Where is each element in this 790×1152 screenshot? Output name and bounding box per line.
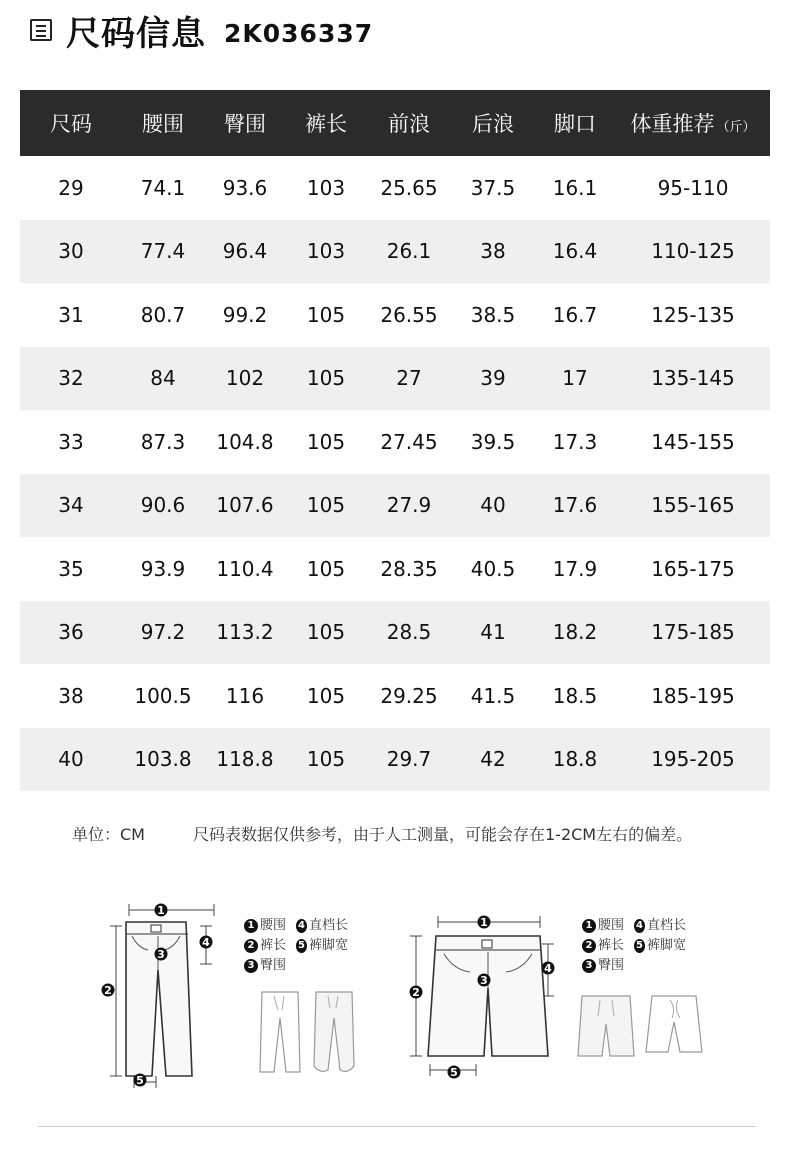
table-cell: 27	[366, 347, 452, 411]
table-cell: 34	[20, 474, 122, 538]
table-cell: 110-125	[616, 220, 770, 284]
column-header: 脚口	[534, 90, 616, 156]
page-header	[30, 8, 373, 52]
table-cell: 90.6	[122, 474, 204, 538]
table-cell: 103.8	[122, 728, 204, 792]
svg-text:2: 2	[412, 986, 420, 999]
svg-text:1: 1	[157, 904, 165, 917]
table-cell: 105	[306, 556, 346, 581]
legend-item: 4 直档长	[636, 918, 686, 933]
column-header: 前浪	[366, 90, 452, 156]
marker-4	[200, 936, 213, 950]
table-cell: 30	[20, 220, 122, 284]
svg-text:4: 4	[202, 936, 210, 949]
svg-text:3: 3	[480, 974, 488, 987]
marker-2	[102, 984, 115, 998]
column-header: 裤长	[286, 90, 366, 156]
table-cell: 16.1	[552, 175, 598, 200]
table-cell: 80.7	[140, 302, 186, 327]
table-cell: 17.9	[552, 556, 598, 581]
table-cell: 39.5	[470, 429, 516, 454]
column-header-label: 体重推荐	[630, 112, 715, 136]
table-cell: 99.2	[222, 302, 268, 327]
legend-item: 3 臀围	[582, 956, 634, 976]
table-cell: 102	[204, 347, 286, 411]
svg-text:4: 4	[544, 962, 552, 975]
shorts-legend	[582, 916, 686, 976]
table-cell: 26.1	[366, 220, 452, 284]
table-cell: 105	[306, 429, 346, 454]
table-row	[20, 156, 770, 220]
table-cell: 84	[122, 347, 204, 411]
svg-text:5: 5	[136, 1074, 144, 1087]
shorts-sketches	[576, 990, 706, 1064]
legend-item: 4 直档长	[298, 918, 348, 933]
table-cell: 105	[286, 474, 366, 538]
table-cell: 105	[286, 347, 366, 411]
table-cell: 105	[286, 601, 366, 665]
page-title: 尺码信息	[66, 13, 206, 54]
table-cell: 116	[225, 683, 265, 708]
table-cell: 26.55	[380, 302, 438, 327]
table-cell: 40	[20, 728, 122, 792]
table-cell: 97.2	[122, 601, 204, 665]
table-cell: 40	[452, 474, 534, 538]
table-cell: 96.4	[204, 220, 286, 284]
table-row	[20, 601, 770, 665]
marker-2	[410, 986, 423, 1000]
table-cell: 175-185	[616, 601, 770, 665]
table-cell: 95-110	[657, 175, 729, 200]
table-cell: 29.25	[380, 683, 438, 708]
long-pants-diagram	[96, 896, 226, 1096]
table-cell: 110.4	[216, 556, 274, 581]
column-header: 腰围	[122, 90, 204, 156]
size-table	[20, 90, 770, 791]
table-cell: 35	[58, 556, 84, 581]
legend-item: 5 裤脚宽	[298, 938, 348, 953]
table-cell: 145-155	[651, 429, 735, 454]
table-cell: 39	[452, 347, 534, 411]
table-cell: 38.5	[470, 302, 516, 327]
table-cell: 32	[20, 347, 122, 411]
legend-item: 5 裤脚宽	[636, 938, 686, 953]
table-cell: 77.4	[122, 220, 204, 284]
table-cell: 27.9	[366, 474, 452, 538]
legend-item: 2 裤长	[582, 936, 634, 956]
table-header-row	[20, 90, 770, 156]
table-cell: 42	[452, 728, 534, 792]
legend-item: 1 腰围	[244, 916, 296, 936]
table-cell: 41	[452, 601, 534, 665]
table-cell: 105	[286, 728, 366, 792]
column-header-weight	[616, 90, 770, 156]
table-row	[20, 664, 770, 728]
column-header: 臀围	[204, 90, 286, 156]
table-row	[20, 347, 770, 411]
marker-1	[478, 916, 491, 930]
table-cell: 18.8	[534, 728, 616, 792]
table-cell: 17.6	[534, 474, 616, 538]
list-icon	[30, 19, 52, 41]
weight-unit: （斤）	[716, 120, 756, 135]
table-cell: 41.5	[470, 683, 516, 708]
table-cell: 165-175	[651, 556, 735, 581]
column-header: 后浪	[452, 90, 534, 156]
marker-5	[134, 1074, 147, 1088]
table-cell: 29	[58, 175, 84, 200]
table-cell: 105	[306, 683, 346, 708]
shorts-diagram	[402, 906, 562, 1086]
table-row	[20, 410, 770, 474]
table-cell: 103	[286, 220, 366, 284]
legend-item: 2 裤长	[244, 936, 296, 956]
table-cell: 17.3	[552, 429, 598, 454]
table-cell: 74.1	[140, 175, 186, 200]
product-code: 2K036337	[224, 18, 374, 48]
marker-5	[448, 1066, 461, 1080]
table-cell: 125-135	[651, 302, 735, 327]
table-cell: 25.65	[380, 175, 438, 200]
svg-text:2: 2	[104, 984, 112, 997]
table-cell: 38	[452, 220, 534, 284]
column-header: 尺码	[20, 90, 122, 156]
table-row	[20, 283, 770, 347]
table-cell: 113.2	[204, 601, 286, 665]
table-cell: 155-165	[616, 474, 770, 538]
table-cell: 118.8	[204, 728, 286, 792]
svg-text:5: 5	[450, 1066, 458, 1079]
table-cell: 36	[20, 601, 122, 665]
table-cell: 29.7	[366, 728, 452, 792]
unit-label: 单位：CM	[72, 825, 145, 844]
legend-item: 1 腰围	[582, 916, 634, 936]
legend-item: 3 臀围	[244, 956, 296, 976]
table-row	[20, 474, 770, 538]
table-cell: 18.2	[534, 601, 616, 665]
marker-1	[155, 904, 168, 918]
table-cell: 40.5	[470, 556, 516, 581]
table-cell: 37.5	[470, 175, 516, 200]
table-cell: 93.6	[222, 175, 268, 200]
table-cell: 33	[58, 429, 84, 454]
table-cell: 103	[306, 175, 346, 200]
bottom-divider	[38, 1126, 756, 1127]
disclaimer-text: 尺码表数据仅供参考，由于人工测量，可能会存在1-2CM左右的偏差。	[193, 825, 693, 844]
table-cell: 100.5	[134, 683, 192, 708]
svg-text:3: 3	[157, 948, 165, 961]
table-cell: 16.7	[552, 302, 598, 327]
table-cell: 135-145	[616, 347, 770, 411]
table-cell: 16.4	[534, 220, 616, 284]
table-row	[20, 537, 770, 601]
table-cell: 17	[534, 347, 616, 411]
pants-legend	[244, 916, 348, 976]
table-cell: 31	[58, 302, 84, 327]
table-cell: 38	[58, 683, 84, 708]
table-cell: 27.45	[380, 429, 438, 454]
table-cell: 28.5	[366, 601, 452, 665]
table-cell: 195-205	[616, 728, 770, 792]
svg-text:1: 1	[480, 916, 488, 929]
table-cell: 18.5	[552, 683, 598, 708]
table-cell: 104.8	[216, 429, 274, 454]
table-cell: 107.6	[204, 474, 286, 538]
table-cell: 185-195	[651, 683, 735, 708]
table-cell: 87.3	[140, 429, 186, 454]
table-row	[20, 728, 770, 792]
table-cell: 93.9	[140, 556, 186, 581]
marker-4	[542, 962, 555, 976]
table-cell: 28.35	[380, 556, 438, 581]
table-cell: 105	[306, 302, 346, 327]
pants-sketches	[254, 986, 364, 1078]
table-row	[20, 220, 770, 284]
